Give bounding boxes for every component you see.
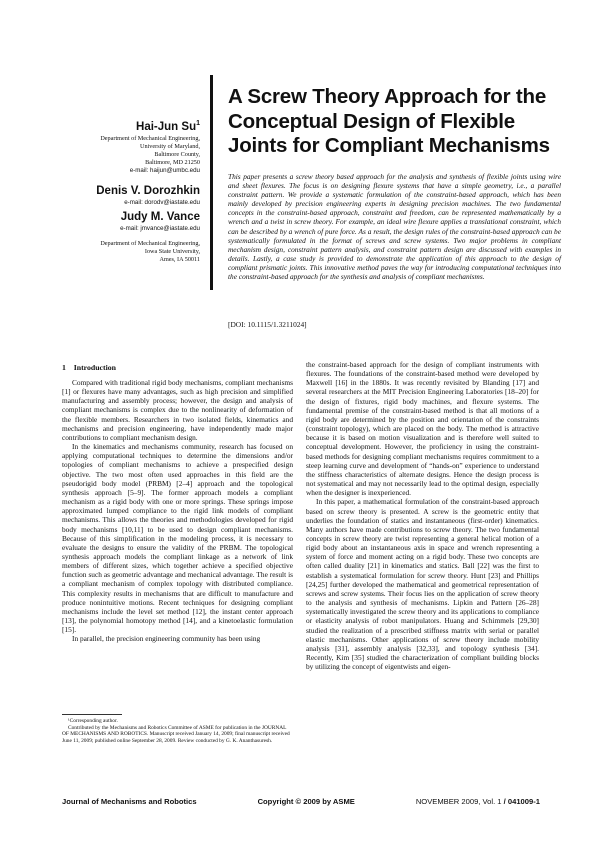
right-column <box>306 360 539 671</box>
author-name: Denis V. Dorozhkin <box>96 184 200 197</box>
author-affiliation-line: Baltimore County, <box>154 150 200 158</box>
body-paragraph: Compared with traditional rigid body mechanisms, compliant mechanisms [1] or flexures have many advantages, such as high precision and simplified manufacturing and assembly process; however, the design and analysis of compliant mechanisms is complex due to the nonlinearity of deformation of the flexible members. Researchers in two isolated fields, kinematics and mechanisms and precision engineering, have independently made major contributions to compliant mechanism design. <box>62 378 293 442</box>
paper-title: A Screw Theory Approach for the Conceptual Design of Flexible Joints for Compliant Mechanisms <box>228 85 550 157</box>
title-divider-rule <box>210 75 213 290</box>
author-email[interactable]: e-mail: jmvance@iastate.edu <box>120 224 200 232</box>
body-paragraph: In the kinematics and mechanisms community, research has focused on applying computational techniques to determine the dimensions and/or topologies of compliant mechanisms to achieve a prespecified design objective. The two most often used approaches in this field are the pseudorigid body model (PRBM) [2–4] approach and the topological synthesis approach [5–9]. The former approach models a compliant mechanism as a rigid body with one or more springs. These springs impose approximated lumped compliance to the rigid link models of compliant mechanisms. This allows the theories and methodologies developed for rigid body mechanisms [10,11] to be used to design compliant mechanisms. Because of this simplification in the modeling process, it is necessary to evaluate the designs to ensure the validity of the PRBM. The topological synthesis approach models the compliant linkage as a network of link members of different sizes, which together achieve a specified objective function such as geometric advantage and mechanical advantage. The result is a compliant mechanism of complex topology with distributed compliance. This complexity results in mechanisms that are difficult to manufacture and produce nonintuitive motions. Recent techniques for designing compliant mechanisms include the level set method [12], the instant center approach [13], the polynomial homotopy method [14], and a kinetoelastic formulation [15]. <box>62 442 293 635</box>
author-email[interactable]: e-mail: haijun@umbc.edu <box>129 166 200 174</box>
author-block <box>50 120 200 264</box>
issue-info: NOVEMBER 2009, Vol. 1 / 041009-1 <box>415 797 540 806</box>
footnote: ¹Corresponding author. <box>68 718 118 724</box>
body-paragraph: In this paper, a mathematical formulation of the constraint-based approach based on screw theory is presented. A screw is the geometric entity that underlies the foundation of statics and instantaneous (first-order) kinematics. Many authors have made contributions to screw theory. The two fundamental concepts in screw theory are twist representing a general helical motion of a rigid body about an instantaneous axis in space and wrench representing a system of force and moment acting on a rigid body. These two concepts are often called duality [21] in kinematics and statics. Ball [22] was the first to establish a systematical formulation for screw theory. Hunt [23] and Phillips [24,25] further developed the mathematical and geometrical representation of screws and screw systems. Their focus lies on the application of screw theory to the analysis and synthesis of mechanisms. Lipkin and Pattern [26–28] systematically investigated the screw theory and its applications to compliance or elasticity analysis of robot manipulators. Huang and Schimmels [29,30] studied the realization of a prescribed stiffness matrix with serial or parallel elastic mechanisms. Other applications of screw theory include mobility analysis [31], assembly analysis [32,33], and topology synthesis [34]. Recently, Kim [35] studied the characterization of compliant building blocks by utilizing the concept of eigentwists and eigen- <box>306 497 539 672</box>
author-affiliation-line: Baltimore, MD 21250 <box>145 158 200 166</box>
page-number: 041009-1 <box>507 797 540 806</box>
footnote-rule <box>62 714 122 715</box>
doi[interactable]: [DOI: 10.1115/1.3211024] <box>228 320 307 329</box>
left-column <box>62 378 293 644</box>
footnote: Contributed by the Mechanisms and Robotics Committee of ASME for publication in the JOURNAL OF MECHANISMS AND ROBOTICS. Manuscript received January 14, 2009; final manuscript received June 11, 2009; published online September 28, 2009. Review conducted by G. K. Ananthasuresh. <box>62 724 290 744</box>
page-footer <box>62 797 540 806</box>
body-paragraph: the constraint-based approach for the design of compliant instruments with flexures. The foundations of the constraint-based method were developed by Maxwell [16] in the 1880s. It was recently revisited by Blanding [17] and several researchers at the MIT Precision Engineering Laboratories [18–20] for the design of fixtures, rigid body machines, and flexure systems. The fundamental premise of the constraint-based method is that all motions of a rigid body are determined by the position and orientation of the constraints (constraint topology), which are placed on the body. The method is attractive because it is based on motion visualization and is therefore well suited to conceptual development. However, the proficiency in using the constraint-based methods for designing compliant mechanisms requires commitment to a steep learning curve and development of “hands-on” experience to understand the stiffness characteristics of alternate designs. Hence the design process is not systematical and may not necessarily lead to the optimal design, especially when the designer is inexperienced. <box>306 360 539 498</box>
author-affiliation-line: Iowa State University, <box>144 247 200 255</box>
body-paragraph: In parallel, the precision engineering community has been using <box>72 634 261 644</box>
author-email[interactable]: e-mail: dorodv@iastate.edu <box>124 198 200 206</box>
abstract: This paper presents a screw theory based approach for the analysis and synthesis of flexible joints using wire and sheet flexures. The focus is on designing flexure systems that have a simple geometry, i.e., a parallel constraint pattern. We provide a systematic formulation of the constraint-based approach, which has been mainly developed by precision engineering experts in designing precision machines. The two fundamental concepts in the constraint-based approach, constraint and freedom, can be represented mathematically by a wrench and a twist in screw theory. For example, an ideal wire flexure applies a translational constraint, which can be described by a wrench of pure force. As a result, the design rules of the constraint-based approach can be systematically formulated in the format of screws and screw systems. Two major problems in compliant mechanism design, constraint pattern analysis, and constraint pattern design are discussed with examples in details. Lastly, a case study is provided to demonstrate the application of this approach to the design of compliant prismatic joints. This innovative method paves the way for introducing computational techniques into the constraint-based approach for the synthesis and analysis of compliant mechanisms. <box>228 172 561 282</box>
journal-name: Journal of Mechanisms and Robotics <box>62 797 197 806</box>
footnotes <box>62 718 293 744</box>
copyright: Copyright © 2009 by ASME <box>257 797 355 806</box>
author-affiliation-line: Ames, IA 50011 <box>159 255 200 263</box>
author-affiliation-line: University of Maryland, <box>140 142 200 150</box>
author-name: Judy M. Vance <box>120 210 200 223</box>
author-name: Hai-Jun Su$^1$ <box>136 120 200 133</box>
author-affiliation-line: Department of Mechanical Engineering, <box>100 134 200 142</box>
section-heading: 1 Introduction <box>62 363 117 372</box>
author-affiliation-line: Department of Mechanical Engineering, <box>100 239 200 247</box>
